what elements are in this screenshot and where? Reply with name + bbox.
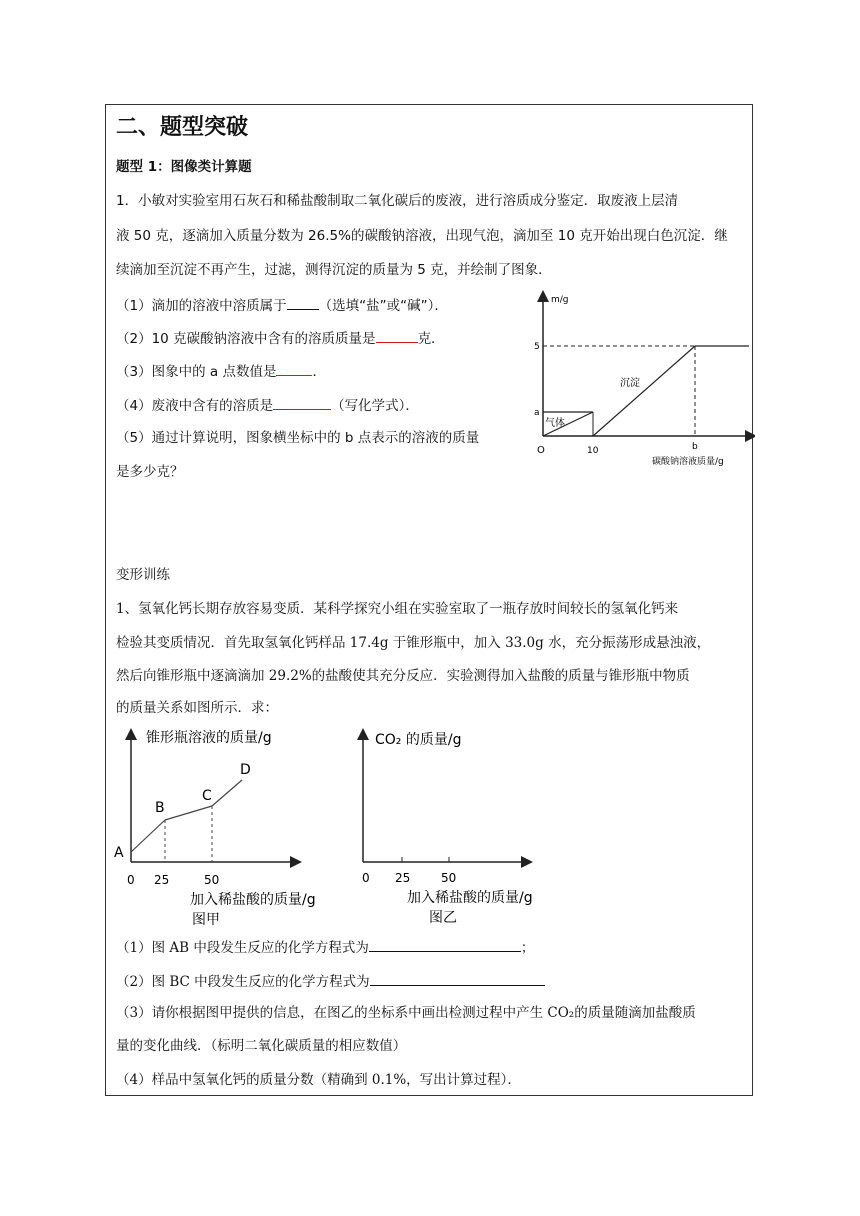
- gas-label: 气体: [545, 418, 565, 429]
- q2-sub-3-line-1: （3）请你根据图甲提供的信息，在图乙的坐标系中画出检测过程中产生 CO₂的质量随滴加盐酸质: [116, 1005, 696, 1021]
- q2-line-3: 然后向锥形瓶中逐滴滴加 29.2%的盐酸使其充分反应．实验测得加入盐酸的质量与锥形瓶中物质: [116, 668, 690, 684]
- q2-line-2: 检验其变质情况．首先取氢氧化钙样品 17.4g 于锥形瓶中，加入 33.0g 水，充分振荡形成悬浊液，: [116, 635, 711, 651]
- answer-blank[interactable]: [273, 395, 331, 410]
- x-tick-25: 25: [154, 873, 170, 887]
- precip-line: [593, 346, 695, 436]
- q1-sub-4: [116, 395, 419, 415]
- q2-sub-2-text: （2）图 BC 中段发生反应的化学方程式为: [116, 974, 370, 990]
- q1-sub-2-tail: 克．: [417, 331, 445, 347]
- q1-graph: [525, 288, 755, 470]
- graph-jia: [110, 724, 340, 934]
- q2-sub-4: （4）样品中氢氧化钙的质量分数（精确到 0.1%，写出计算过程）．: [116, 1072, 521, 1088]
- q1-sub-2-text: （2）10 克碳酸钠溶液中含有的溶质质量是: [116, 331, 376, 347]
- x-tick-b: b: [692, 442, 698, 452]
- origin-label: O: [537, 445, 545, 456]
- q1-sub-5-line-2: 是多少克？: [116, 464, 184, 480]
- q1-sub-3: [116, 361, 326, 381]
- x-tick-50: 50: [204, 873, 220, 887]
- q1-sub-4-text: （4）废液中含有的溶质是: [116, 398, 274, 414]
- q1-sub-4-tail: （写化学式）．: [331, 398, 419, 414]
- q1-line-1: 1．小敏对实验室用石灰石和稀盐酸制取二氧化碳后的废液，进行溶质成分鉴定．取废液上层清: [116, 193, 679, 209]
- x-tick-0: 0: [362, 871, 370, 885]
- q1-line-3: 续滴加至沉淀不再产生，过滤，测得沉淀的质量为 5 克，并绘制了图象．: [116, 262, 552, 278]
- x-tick-25: 25: [395, 871, 411, 885]
- figure-caption: 图乙: [429, 910, 457, 926]
- answer-blank[interactable]: [287, 295, 319, 310]
- q1-sub-3-text: （3）图象中的 a 点数值是: [116, 364, 277, 380]
- variant-title: 变形训练: [116, 567, 170, 583]
- q2-sub-1: [116, 937, 534, 957]
- y-axis-label: m/g: [551, 295, 569, 305]
- q2-sub-1-tail: ；: [520, 940, 535, 956]
- q1-sub-1-tail: （选填“盐”或“碱”）．: [318, 298, 448, 314]
- y-axis-label: 锥形瓶溶液的质量/g: [146, 730, 272, 746]
- q1-line-2: 液 50 克，逐滴加入质量分数为 26.5%的碳酸钠溶液，出现气泡，滴加至 10 克开始出现白色沉淀．继: [116, 228, 728, 244]
- precip-label: 沉淀: [620, 378, 640, 389]
- answer-blank[interactable]: [370, 971, 545, 986]
- figure-caption: 图甲: [192, 912, 220, 928]
- topic-title: 题型 1：图像类计算题: [116, 159, 252, 175]
- x-tick-10: 10: [587, 446, 599, 456]
- q2-sub-1-text: （1）图 AB 中段发生反应的化学方程式为: [116, 940, 369, 956]
- graph-yi: [355, 724, 555, 934]
- q2-line-4: 的质量关系如图所示．求：: [116, 700, 278, 716]
- q1-sub-2: [116, 328, 445, 348]
- y-axis-label: CO₂ 的质量/g: [375, 732, 462, 748]
- point-d-label: D: [240, 762, 251, 778]
- x-axis-label: 碳酸钠溶液质量/g: [652, 457, 724, 467]
- q1-sub-1-text: （1）滴加的溶液中溶质属于: [116, 298, 287, 314]
- y-tick-a: a: [534, 408, 540, 418]
- point-a-label: A: [114, 845, 124, 861]
- point-c-label: C: [202, 788, 212, 804]
- y-tick-5: 5: [534, 342, 540, 352]
- answer-blank[interactable]: [369, 937, 521, 952]
- q2-line-1: 1、氢氧化钙长期存放容易变质．某科学探究小组在实验室取了一瓶存放时间较长的氢氧化钙来: [116, 601, 679, 617]
- point-b-label: B: [155, 800, 165, 816]
- segment-cd: [212, 780, 242, 806]
- q1-sub-3-tail: ．: [312, 364, 326, 380]
- answer-blank[interactable]: [276, 361, 312, 376]
- x-axis-label: 加入稀盐酸的质量/g: [190, 892, 316, 908]
- x-tick-0: 0: [127, 873, 135, 887]
- q1-sub-1: [116, 295, 448, 315]
- x-tick-50: 50: [441, 871, 457, 885]
- segment-bc: [165, 806, 212, 820]
- q2-sub-2: [116, 971, 545, 991]
- segment-ab: [131, 820, 165, 852]
- answer-blank[interactable]: [376, 328, 418, 343]
- section-title: 二、题型突破: [116, 115, 249, 140]
- q2-sub-3-line-2: 量的变化曲线．（标明二氧化碳质量的相应数值）: [116, 1038, 407, 1054]
- x-axis-label: 加入稀盐酸的质量/g: [407, 890, 533, 906]
- q1-sub-5-line-1: （5）通过计算说明，图象横坐标中的 b 点表示的溶液的质量: [116, 430, 480, 446]
